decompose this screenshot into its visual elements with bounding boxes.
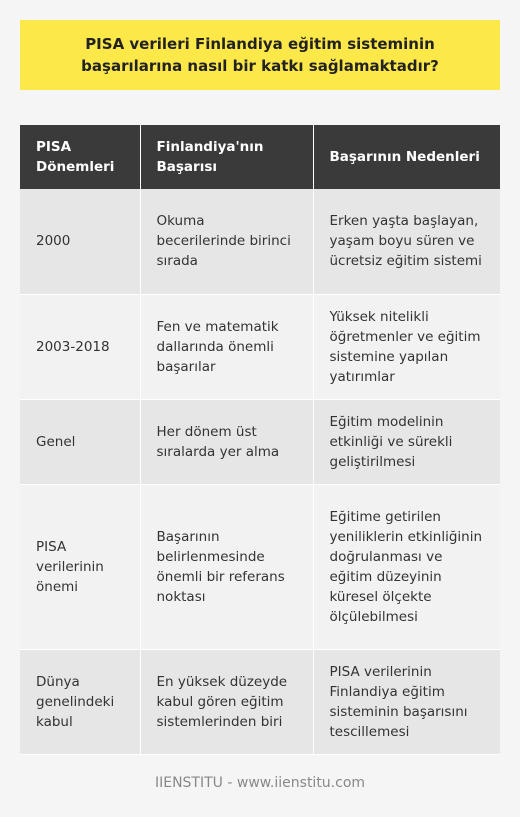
cell-basari: Okuma becerilerinde birinci sırada [140,189,313,294]
column-header-donem: PISA Dönemleri [20,125,140,189]
cell-basari: Her dönem üst sıralarda yer alma [140,399,313,484]
table-row [20,399,500,484]
footer-credit: IIENSTITU - www.iienstitu.com [154,775,366,791]
cell-neden: Yüksek nitelikli öğretmenler ve eğitim sistemine yapılan yatırımlar [313,294,500,399]
table-row [20,484,500,649]
cell-basari: Başarının belirlenmesinde önemli bir referans noktası [140,484,313,649]
cell-neden: Eğitime getirilen yeniliklerin etkinliğinin doğrulanması ve eğitim düzeyinin küresel ölçekte ölçülebilmesi [313,484,500,649]
table-row [20,294,500,399]
cell-donem: 2003-2018 [20,294,140,399]
page-title: PISA verileri Finlandiya eğitim sisteminin başarılarına nasıl bir katkı sağlamaktadır? [81,35,439,75]
cell-neden: PISA verilerinin Finlandiya eğitim sisteminin başarısını tescillemesi [313,649,500,754]
column-header-neden: Başarının Nedenleri [313,125,500,189]
page-title-banner [20,20,500,90]
cell-donem: Dünya genelindeki kabul [20,649,140,754]
table-row [20,189,500,294]
cell-donem: PISA verilerinin önemi [20,484,140,649]
cell-donem: 2000 [20,189,140,294]
table-row [20,649,500,754]
column-header-basari: Finlandiya'nın Başarısı [140,125,313,189]
cell-basari: Fen ve matematik dallarında önemli başarılar [140,294,313,399]
cell-basari: En yüksek düzeyde kabul gören eğitim sistemlerinden biri [140,649,313,754]
cell-neden: Eğitim modelinin etkinliği ve sürekli geliştirilmesi [313,399,500,484]
cell-neden: Erken yaşta başlayan, yaşam boyu süren ve ücretsiz eğitim sistemi [313,189,500,294]
cell-donem: Genel [20,399,140,484]
pisa-table [20,125,500,755]
table-header-row [20,125,500,189]
